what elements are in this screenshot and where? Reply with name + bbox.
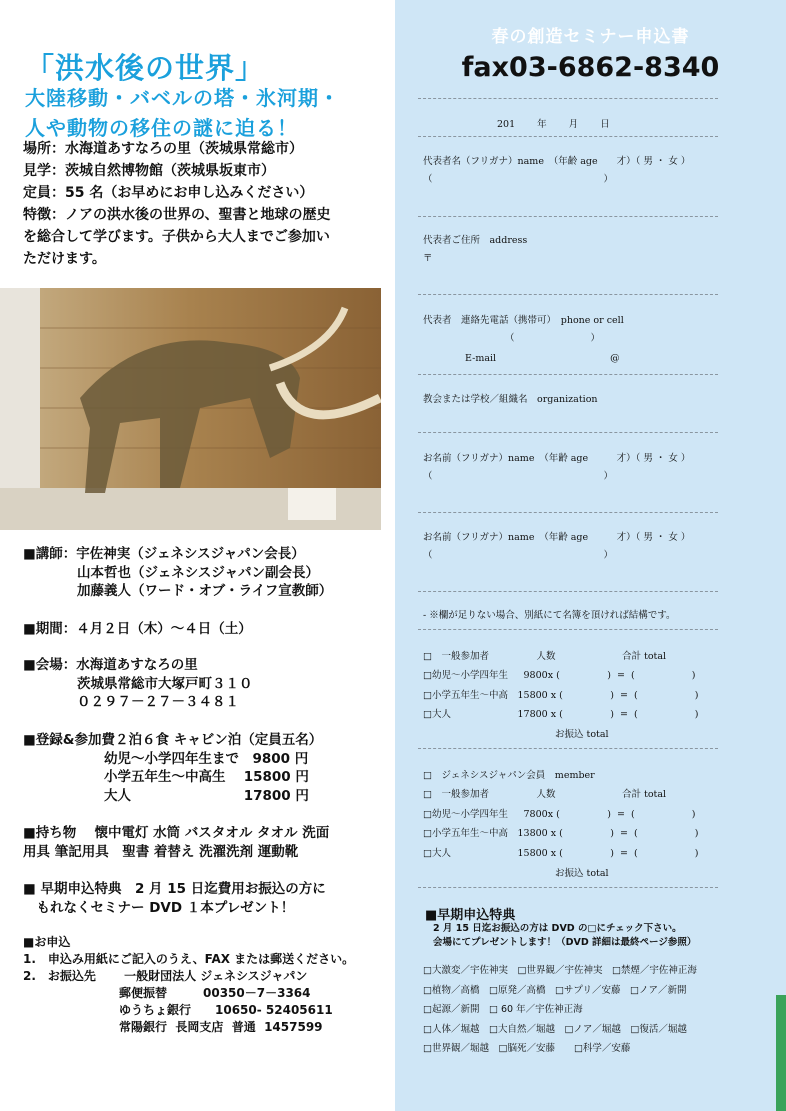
bonus-title: ■早期申込特典 [425,908,516,923]
period: ■期間：４月２日（木）～４日（土） [23,621,252,637]
dashed-divider [418,294,718,295]
form-line: （ ） [423,174,614,185]
form-line[interactable]: □ ジェネシスジャパン会員 member [423,770,595,781]
dashed-divider [418,591,718,592]
dvd-option-row[interactable]: □起源／新開 □ 60 年／宇佐神正海 [423,1004,583,1015]
form-line[interactable]: □幼児～小学四年生 7800x ( ) = ( ) [423,809,696,820]
dashed-divider [418,887,718,888]
fax-number: fax03-6862-8340 [461,52,720,83]
form-line: E-mail @ [465,353,620,364]
form-line[interactable]: □幼児～小学四年生 9800x ( ) = ( ) [423,670,696,681]
info-feature-1: 特徴：ノアの洪水後の世界の、聖書と地球の歴史 [23,207,331,223]
form-line: 教会または学校／組織名 organization [423,394,598,405]
info-place: 場所：水海道あすなろの里（茨城県常総市） [23,141,303,157]
seminar-subtitle-1: 大陸移動・バベルの塔・氷河期・ [25,86,340,110]
bonus-note: 2 月 15 日迄お振込の方は DVD の□にチェック下さい。 会場にてプレゼントします！（DVD 詳細は最終ページ参照） [433,923,697,948]
dvd-option-row[interactable]: □人体／堀越 □大自然／堀越 □ノア／堀越 □復活／堀越 [423,1023,687,1035]
form-line[interactable]: □小学五年生～中高 15800 x ( ) = ( ) [423,690,699,701]
form-line: 代表者名（フリガナ）name （年齢 age 才）（ 男 ・ 女 ） [423,156,691,167]
info-feature-3: ただけます。 [23,251,106,267]
form-line[interactable]: □ 一般参加者 人数 合計 total [423,651,667,662]
green-accent-bar [776,995,786,1111]
form-line: （ ） [423,471,614,482]
form-line: お振込 total [555,729,609,740]
dashed-divider [418,136,718,137]
belongings: ■持ち物 懐中電灯 水筒 バスタオル タオル 洗面 用具 筆記用具 聖書 着替え 洗濯洗剤 運動靴 [23,825,330,860]
dashed-divider [418,629,718,630]
dashed-divider [418,432,718,433]
dashed-divider [418,512,718,513]
application-form [395,0,786,1111]
form-line: お名前（フリガナ）name （年齢 age 才）（ 男 ・ 女 ） [423,532,691,543]
form-line[interactable]: □大人 17800 x ( ) = ( ) [423,709,699,720]
dashed-divider [418,374,718,375]
venue: ■会場：水海道あすなろの里 茨城県常総市大塚戸町３１０ ０２９７－２７－３４８１ [23,657,253,710]
form-line: - ※欄が足りない場合、別紙にて名簿を頂ければ結構です。 [423,610,676,621]
mammoth-skeleton-photo [0,288,381,530]
form-line[interactable]: □ 一般参加者 人数 合計 total [423,789,667,800]
dvd-option-row[interactable]: □世界観／堀越 □脳死／安藤 □科学／安藤 [423,1043,631,1054]
form-line: 代表者ご住所 address [423,235,528,246]
form-line[interactable]: □大人 15800 x ( ) = ( ) [423,848,699,859]
lecturers: ■講師：宇佐神実（ジェネシスジャパン会長） 山本哲也（ジェネシスジャパン副会長） 加藤義人（ワード・オブ・ライフ宣教師） [23,546,333,599]
form-line: 〒 [423,253,433,264]
info-visit: 見学：茨城自然博物館（茨城県坂東市） [23,163,275,179]
form-line: お振込 total [555,868,609,879]
form-line: （ ） [423,550,614,561]
dashed-divider [418,216,718,217]
form-line: お名前（フリガナ）name （年齢 age 才）（ 男 ・ 女 ） [423,453,691,464]
seminar-title: 「洪水後の世界」 [25,51,266,85]
form-line[interactable]: □小学五年生～中高 13800 x ( ) = ( ) [423,828,699,839]
form-line: （ ） [505,333,601,344]
dvd-option-row[interactable]: □大激変／宇佐神実 □世界観／宇佐神実 □禁煙／宇佐神正海 [423,965,697,976]
seminar-subtitle-2: 人や動物の移住の謎に迫る！ [25,116,298,140]
fee: ■登録&参加費２泊６食 キャビン泊（定員五名） 幼児～小学四年生まで 9800 円 小学五年生～中高生 15800 円 大人 17800 円 [23,732,323,804]
form-heading: 春の創造セミナー申込書 [491,27,690,47]
info-feature-2: を総合して学びます。子供から大人までご参加い [23,229,330,245]
form-line: 代表者 連絡先電話（携帯可） phone or cell [423,315,624,326]
dvd-option-row[interactable]: □植物／高橋 □原発／高橋 □サプリ／安藤 □ノア／新開 [423,984,687,996]
apply-info: ■お申込 1. 申込み用紙にご記入のうえ、FAX または郵送ください。 2. お振込先 一般財団法人 ジェネシスジャパン 郵便振替 00350－7－3364 ゆうちょ銀行 10650- 52405611 常陽銀行 長岡支店 普通 1457599 [23,935,355,1034]
form-line: 201 年 月 日 [497,119,610,130]
info-capacity: 定員：55 名（お早めにお申し込みください） [23,185,314,201]
dashed-divider [418,748,718,749]
early-bonus: ■ 早期申込特典 2 月 15 日迄費用お振込の方に もれなくセミナー DVD １本プレゼント！ [23,881,326,916]
dashed-divider [418,98,718,99]
